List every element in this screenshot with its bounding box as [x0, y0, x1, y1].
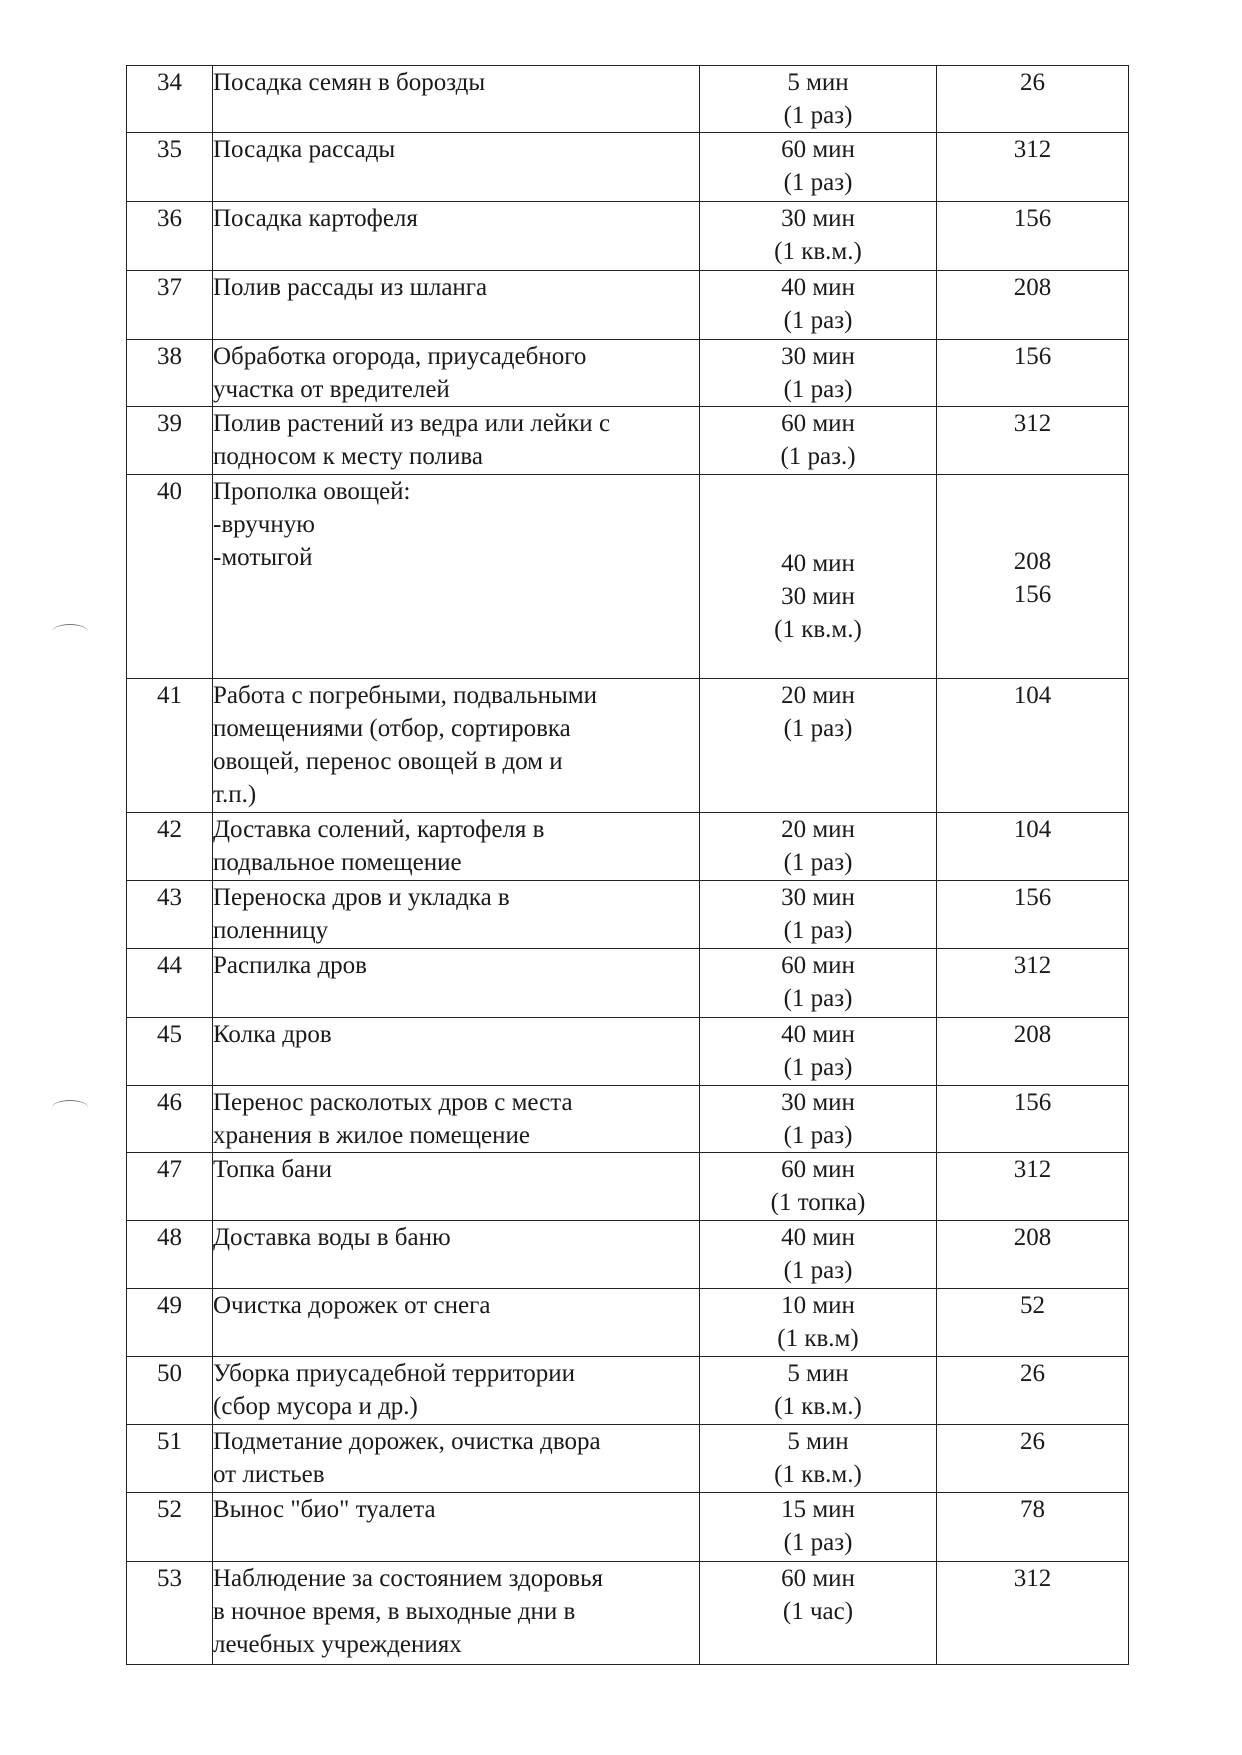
- service-name-line: Распилка дров: [213, 952, 367, 979]
- service-name: [213, 407, 700, 475]
- service-time: [700, 1425, 937, 1493]
- row-number: 46: [127, 1086, 213, 1153]
- services-table-body: [127, 66, 1129, 1665]
- service-time: [700, 340, 937, 407]
- service-time-line: 5 мин: [787, 69, 849, 96]
- table-row: [127, 1562, 1129, 1665]
- service-name: [213, 202, 700, 271]
- table-row: [127, 813, 1129, 881]
- service-time-line: (1 раз): [783, 376, 853, 403]
- service-points: [937, 271, 1129, 340]
- service-name-line: хранения в жилое помещение: [213, 1122, 530, 1149]
- service-time-line: 60 мин: [781, 952, 855, 979]
- row-number: 45: [127, 1018, 213, 1086]
- service-time: [700, 1153, 937, 1221]
- service-time: [700, 881, 937, 949]
- service-time: [700, 475, 937, 679]
- row-number: 40: [127, 475, 213, 679]
- row-number: 52: [127, 1493, 213, 1562]
- row-number: 51: [127, 1425, 213, 1493]
- service-name-line: (сбор мусора и др.): [213, 1393, 418, 1420]
- row-number: 39: [127, 407, 213, 475]
- service-name: [213, 1425, 700, 1493]
- table-row: [127, 1289, 1129, 1357]
- service-points-line: 156: [1013, 205, 1052, 232]
- table-row: [127, 475, 1129, 679]
- service-time-line: 10 мин: [781, 1292, 855, 1319]
- service-name-line: Колка дров: [213, 1021, 332, 1048]
- service-time-line: 60 мин: [781, 410, 855, 437]
- service-name-line: Переноска дров и укладка в: [213, 884, 510, 911]
- service-name: [213, 1018, 700, 1086]
- service-points: [937, 1221, 1129, 1289]
- service-name-line: овощей, перенос овощей в дом и: [213, 748, 563, 775]
- service-points: [937, 202, 1129, 271]
- row-number: 37: [127, 271, 213, 340]
- service-points-line: 312: [1013, 1565, 1052, 1592]
- service-points: [937, 1086, 1129, 1153]
- service-time: [700, 679, 937, 813]
- table-row: [127, 679, 1129, 813]
- service-time-line: (1 раз): [783, 307, 853, 334]
- row-number: 36: [127, 202, 213, 271]
- service-time-line: (1 кв.м.): [774, 238, 862, 265]
- service-time-line: (1 раз): [783, 1122, 853, 1149]
- service-points-line: 156: [1013, 581, 1052, 608]
- service-points-line: 312: [1013, 410, 1052, 437]
- service-points: [937, 133, 1129, 202]
- service-points: [937, 1425, 1129, 1493]
- service-points: [937, 813, 1129, 881]
- table-row: [127, 1086, 1129, 1153]
- service-time: [700, 271, 937, 340]
- service-time-line: (1 час): [782, 1598, 854, 1625]
- service-name-line: Подметание дорожек, очистка двора: [213, 1428, 601, 1455]
- service-time: [700, 202, 937, 271]
- service-name-line: поленницу: [213, 917, 329, 944]
- service-points-line: 104: [1013, 682, 1052, 709]
- service-points: [937, 1493, 1129, 1562]
- service-name-line: Очистка дорожек от снега: [213, 1292, 491, 1319]
- service-time-line: 30 мин: [781, 583, 855, 610]
- table-row: [127, 881, 1129, 949]
- row-number: 47: [127, 1153, 213, 1221]
- service-points-line: 312: [1013, 952, 1052, 979]
- service-time-line: (1 кв.м.): [774, 1461, 862, 1488]
- service-time: [700, 1493, 937, 1562]
- service-points: [937, 881, 1129, 949]
- service-name-line: Уборка приусадебной территории: [213, 1360, 576, 1387]
- row-number: 44: [127, 949, 213, 1018]
- service-name-line: Перенос расколотых дров с места: [213, 1089, 573, 1116]
- service-time-line: (1 кв.м.): [774, 1393, 862, 1420]
- service-points: [937, 1357, 1129, 1425]
- service-name: [213, 949, 700, 1018]
- service-points: [937, 475, 1129, 679]
- service-points-line: 156: [1013, 884, 1052, 911]
- service-points-line: 208: [1013, 274, 1052, 301]
- service-time-line: (1 раз): [783, 1054, 853, 1081]
- service-name: [213, 1221, 700, 1289]
- service-points: [937, 1289, 1129, 1357]
- service-time-line: (1 раз): [783, 102, 853, 129]
- table-row: [127, 949, 1129, 1018]
- service-name-line: подвальное помещение: [213, 849, 462, 876]
- service-time-line: (1 раз): [783, 169, 853, 196]
- service-points-line: 26: [1020, 1360, 1045, 1387]
- service-name-line: т.п.): [213, 781, 257, 808]
- service-name: [213, 1357, 700, 1425]
- service-time-line: 60 мин: [781, 1156, 855, 1183]
- service-name-line: участка от вредителей: [213, 376, 450, 403]
- row-number: 34: [127, 66, 213, 133]
- row-number: 48: [127, 1221, 213, 1289]
- service-time: [700, 1221, 937, 1289]
- service-time-line: (1 кв.м.): [774, 616, 862, 643]
- service-name-line: лечебных учреждениях: [213, 1631, 462, 1658]
- table-row: [127, 1425, 1129, 1493]
- table-row: [127, 1153, 1129, 1221]
- service-time-line: (1 раз): [783, 917, 853, 944]
- service-points-line: 208: [1013, 1224, 1052, 1251]
- row-number: 38: [127, 340, 213, 407]
- service-time: [700, 1357, 937, 1425]
- service-name-line: Наблюдение за состоянием здоровья: [213, 1565, 603, 1592]
- service-time: [700, 949, 937, 1018]
- service-name: [213, 475, 700, 679]
- service-points-line: 78: [1020, 1496, 1045, 1523]
- service-name: [213, 881, 700, 949]
- service-name-line: Посадка семян в борозды: [213, 69, 486, 96]
- service-time: [700, 133, 937, 202]
- service-name-line: Работа с погребными, подвальными: [213, 682, 598, 709]
- service-time-line: 15 мин: [781, 1496, 855, 1523]
- row-number: 43: [127, 881, 213, 949]
- service-time-line: (1 раз): [783, 1257, 853, 1284]
- service-points-line: 26: [1020, 1428, 1045, 1455]
- service-time-line: 40 мин: [781, 1021, 855, 1048]
- service-name: [213, 1153, 700, 1221]
- table-row: [127, 407, 1129, 475]
- table-row: [127, 1357, 1129, 1425]
- service-time: [700, 1086, 937, 1153]
- service-time-line: (1 раз): [783, 1529, 853, 1556]
- service-points: [937, 66, 1129, 133]
- service-time-line: (1 кв.м): [777, 1325, 859, 1352]
- service-name-line: Полив рассады из шланга: [213, 274, 488, 301]
- service-name-line: помещениями (отбор, сортировка: [213, 715, 571, 742]
- service-name: [213, 813, 700, 881]
- service-time: [700, 1018, 937, 1086]
- service-time: [700, 407, 937, 475]
- service-time-line: 30 мин: [781, 205, 855, 232]
- service-name-line: Посадка рассады: [213, 136, 396, 163]
- service-time-line: 60 мин: [781, 136, 855, 163]
- service-name-line: Вынос "био" туалета: [213, 1496, 436, 1523]
- service-name-line: -вручную: [213, 511, 315, 538]
- service-time-line: 30 мин: [781, 884, 855, 911]
- service-name: [213, 340, 700, 407]
- service-points-line: 312: [1013, 136, 1052, 163]
- row-number: 41: [127, 679, 213, 813]
- service-points-line: 156: [1013, 343, 1052, 370]
- service-name-line: подносом к месту полива: [213, 443, 483, 470]
- punch-hole-mark: [52, 1100, 88, 1115]
- service-name: [213, 133, 700, 202]
- service-time: [700, 813, 937, 881]
- service-time: [700, 66, 937, 133]
- service-points: [937, 1562, 1129, 1665]
- service-time-line: 40 мин: [781, 1224, 855, 1251]
- punch-hole-mark: [52, 624, 88, 639]
- service-name-line: от листьев: [213, 1461, 325, 1488]
- service-points-line: 104: [1013, 816, 1052, 843]
- row-number: 49: [127, 1289, 213, 1357]
- service-points-line: 52: [1020, 1292, 1045, 1319]
- service-points: [937, 679, 1129, 813]
- service-time: [700, 1289, 937, 1357]
- service-time-line: 5 мин: [787, 1428, 849, 1455]
- service-time-line: 20 мин: [781, 682, 855, 709]
- row-number: 35: [127, 133, 213, 202]
- service-points-line: 156: [1013, 1089, 1052, 1116]
- service-name: [213, 679, 700, 813]
- services-table: [126, 65, 1129, 1665]
- table-row: [127, 202, 1129, 271]
- table-row: [127, 1221, 1129, 1289]
- service-points-line: 26: [1020, 69, 1045, 96]
- service-name-line: Топка бани: [213, 1156, 332, 1183]
- service-time-line: 60 мин: [781, 1565, 855, 1592]
- service-time-line: 30 мин: [781, 1089, 855, 1116]
- service-name-line: Прополка овощей:: [213, 478, 411, 505]
- service-points-line: 312: [1013, 1156, 1052, 1183]
- service-name-line: Полив растений из ведра или лейки с: [213, 410, 611, 437]
- table-row: [127, 271, 1129, 340]
- service-name-line: -мотыгой: [213, 544, 313, 571]
- service-points: [937, 1153, 1129, 1221]
- service-time-line: (1 топка): [770, 1189, 866, 1216]
- service-name-line: в ночное время, в выходные дни в: [213, 1598, 576, 1625]
- service-time: [700, 1562, 937, 1665]
- table-row: [127, 66, 1129, 133]
- service-points: [937, 1018, 1129, 1086]
- service-name-line: Доставка солений, картофеля в: [213, 816, 545, 843]
- table-row: [127, 340, 1129, 407]
- row-number: 42: [127, 813, 213, 881]
- row-number: 53: [127, 1562, 213, 1665]
- service-time-line: (1 раз): [783, 985, 853, 1012]
- service-time-line: 5 мин: [787, 1360, 849, 1387]
- service-name: [213, 66, 700, 133]
- service-points: [937, 949, 1129, 1018]
- service-time-line: (1 раз): [783, 715, 853, 742]
- table-row: [127, 1018, 1129, 1086]
- service-name-line: Доставка воды в баню: [213, 1224, 451, 1251]
- service-points: [937, 340, 1129, 407]
- service-points-line: 208: [1013, 1021, 1052, 1048]
- table-row: [127, 1493, 1129, 1562]
- row-number: 50: [127, 1357, 213, 1425]
- service-time-line: 30 мин: [781, 343, 855, 370]
- table-row: [127, 133, 1129, 202]
- service-time-line: (1 раз): [783, 849, 853, 876]
- service-time-line: (1 раз.): [780, 443, 856, 470]
- service-name: [213, 1289, 700, 1357]
- service-name-line: Обработка огорода, приусадебного: [213, 343, 587, 370]
- service-time-line: 20 мин: [781, 816, 855, 843]
- service-name-line: Посадка картофеля: [213, 205, 418, 232]
- service-points: [937, 407, 1129, 475]
- service-time-line: 40 мин: [781, 550, 855, 577]
- service-name: [213, 1086, 700, 1153]
- service-name: [213, 1493, 700, 1562]
- service-name: [213, 271, 700, 340]
- service-points-line: 208: [1013, 548, 1052, 575]
- service-name: [213, 1562, 700, 1665]
- service-time-line: 40 мин: [781, 274, 855, 301]
